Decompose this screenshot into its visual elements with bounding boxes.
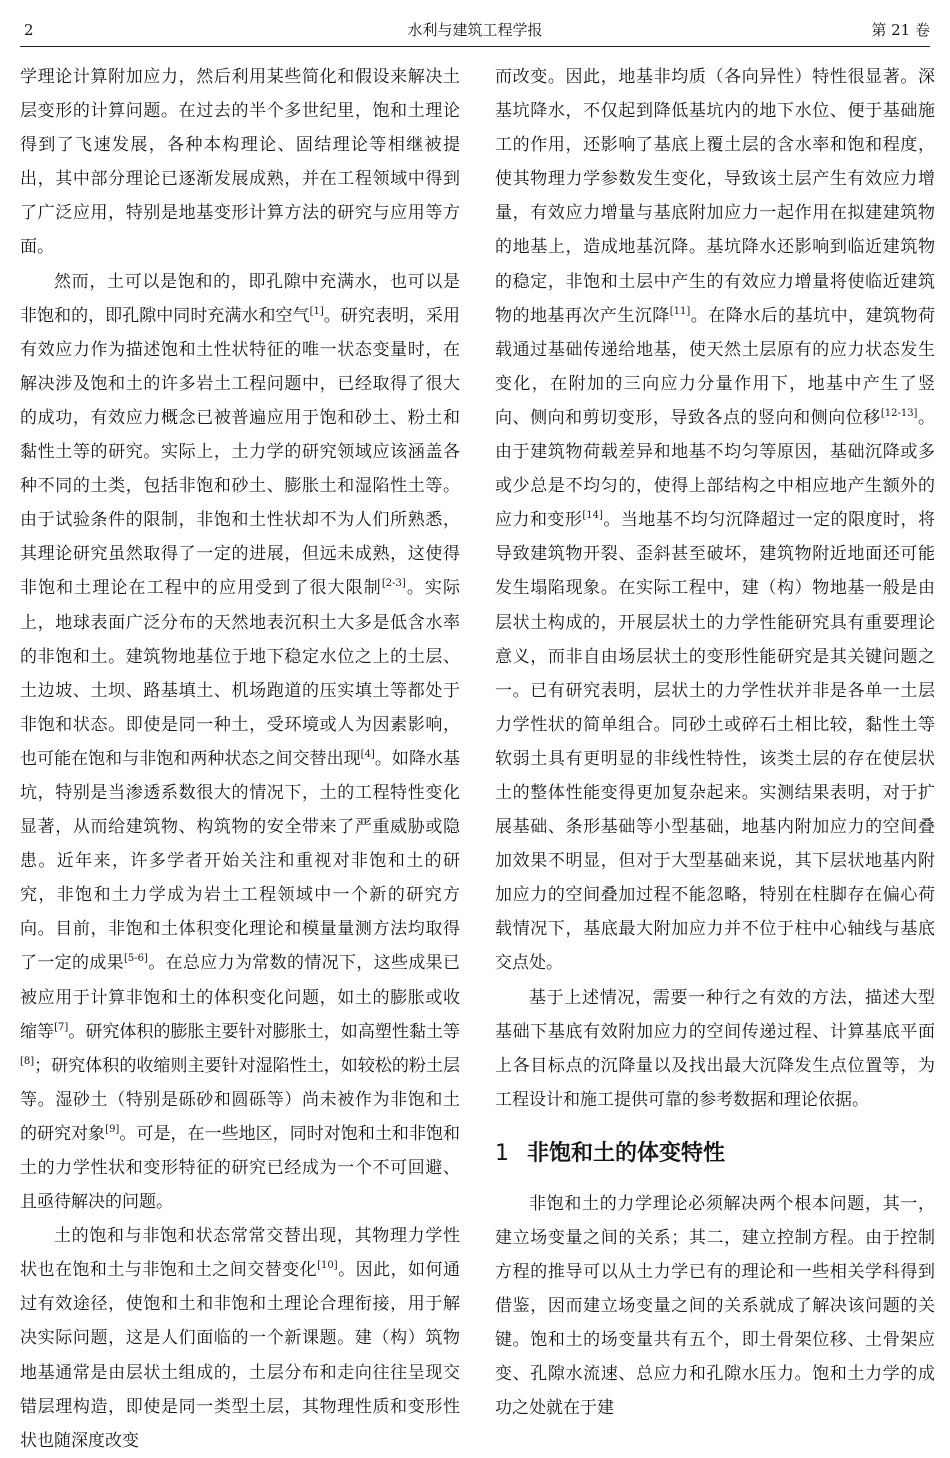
citation: [1] (309, 305, 324, 317)
paragraph-unsaturated-soil: 然而，土可以是饱和的，即孔隙中充满水，也可以是非饱和的，即孔隙中同时充满水和空气[1]。研究表明，采用有效应力作为描述饱和土性状特征的唯一状态变量时，在解决涉及饱和土的许多岩土工程问题中，已经取得了很大的成功，有效应力概念已被普遍应用于饱和砂土、粉土和黏性土等的研究。实际上，土力学的研究领域应该涵盖各种不同的土类，包括非饱和砂土、膨胀土和湿陷性土等。由于试验条件的限制，非饱和土性状却不为人们所熟悉，其理论研究虽然取得了一定的进展，但远未成熟，这使得非饱和土理论在工程中的应用受到了很大限制[2-3]。实际上，地球表面广泛分布的天然地表沉积土大多是低含水率的非饱和土。建筑物地基位于地下稳定水位之上的土层、土边坡、土坝、路基填土、机场跑道的压实填土等都处于非饱和状态。即使是同一种土，受环境或人为因素影响，也可能在饱和与非饱和两种状态之间交替出现[4]。如降水基坑，特别是当渗透系数很大的情况下，土的工程特性变化显著，从而给建筑物、构筑物的安全带来了严重威胁或隐患。近年来，许多学者开始关注和重视对非饱和土的研究，非饱和土力学成为岩土工程领域中一个新的研究方向。目前，非饱和土体积变化理论和模量量测方法均取得了一定的成果[5-6]。在总应力为常数的情况下，这些成果已被应用于计算非饱和土的体积变化问题，如土的膨胀或收缩等[7]。研究体积的膨胀主要针对膨胀土，如高塑性黏土等[8]；研究体积的收缩则主要针对湿陷性土，如较松的粉土层等。湿砂土（特别是砾砂和圆砾等）尚未被作为非饱和土的研究对象[9]。可是，在一些地区，同时对饱和土和非饱和土的力学性状和变形特征的研究已经成为一个不可回避、且亟待解决的问题。 (20, 271, 461, 1213)
running-header (20, 14, 930, 47)
right-column (495, 60, 935, 1426)
paragraph-purpose: 基于上述情况，需要一种行之有效的方法，描述大型基础下基底有效附加应力的空间传递过程、计算基底平面上各目标点的沉降量以及找出最大沉降发生点位置等，为工程设计和施工提供可靠的参考数据和理论依据。 (495, 987, 935, 1110)
citation: [10] (317, 1260, 338, 1272)
page-number: 2 (24, 21, 34, 39)
citation: [8] (20, 1055, 35, 1067)
citation: [11] (669, 305, 691, 317)
paragraph-continued-right: 而改变。因此，地基非均质（各向异性）特性很显著。深基坑降水，不仅起到降低基坑内的地下水位、便于基础施工的作用，还影响了基底上覆土层的含水率和饱和程度，使其物理力学参数发生变化，导致该土层产生有效应力增量，有效应力增量与基底附加应力一起作用在拟建建筑物的地基上，造成地基沉降。基坑降水还影响到临近建筑物的稳定，非饱和土层中产生的有效应力增量将使临近建筑物的地基再次产生沉降[11]。在降水后的基坑中，建筑物荷载通过基础传递给地基，使天然土层原有的应力状态发生变化，在附加的三向应力分量作用下，地基中产生了竖向、侧向和剪切变形，导致各点的竖向和侧向位移[12-13]。由于建筑物荷载差异和地基不均匀等原因，基础沉降或多或少总是不均匀的，使得上部结构之中相应地产生额外的应力和变形[14]。当地基不均匀沉降超过一定的限度时，将导致建筑物开裂、歪斜甚至破坏，建筑物附近地面还可能发生塌陷现象。在实际工程中，建（构）物地基一般是由层状土构成的，开展层状土的力学性能研究具有重要理论意义，而非自由场层状土的变形性能研究是其关键问题之一。已有研究表明，层状土的力学性状并非是各单一土层力学性状的简单组合。同砂土或碎石土相比较，黏性土等软弱土具有更明显的非线性特性，该类土层的存在使层状土的整体性能变得更加复杂起来。实测结果表明，对于扩展基础、条形基础等小型基础，地基内附加应力的空间叠加效果不明显，但对于大型基础来说，其下层状地基内附加应力的空间叠加过程不能忽略，特别在柱脚存在偏心荷载情况下，基底最大附加应力并不位于柱中心轴线与基底交点处。 (495, 67, 936, 974)
paragraph-continued: 学理论计算附加应力，然后利用某些简化和假设来解决土层变形的计算问题。在过去的半个多世纪里，饱和土理论得到了飞速发展，各种本构理论、固结理论等相继被提出，其中部分理论已逐渐发展成熟，并在工程领域中得到了广泛应用，特别是地基变形计算方法的研究与应用等方面。 (20, 67, 460, 258)
section-title: 非饱和土的体变特性 (527, 1140, 726, 1166)
citation: [7] (54, 1021, 69, 1033)
citation: [9] (105, 1123, 120, 1135)
left-column (20, 60, 460, 1458)
citation: [2-3] (381, 578, 406, 590)
volume-label: 第 21 卷 (871, 21, 930, 39)
paragraph-section-1: 非饱和土的力学理论必须解决两个根本问题，其一，建立场变量之间的关系；其二，建立控制方程。由于控制方程的推导可以从土力学已有的理论和一些相关学科得到借鉴，因而建立场变量之间的关系就成了解决该问题的关键。饱和土的场变量共有五个，即土骨架位移、土骨架应变、孔隙水流速、总应力和孔隙水压力。饱和土力学的成功之处就在于建 (495, 1193, 935, 1419)
paragraph-alternating-states: 土的饱和与非饱和状态常常交替出现，其物理力学性状也在饱和土与非饱和土之间交替变化[10]。因此，如何通过有效途径，使饱和土和非饱和土理论合理衔接，用于解决实际问题，这是人们面临的一个新课题。建（构）筑物地基通常是由层状土组成的，土层分布和走向往往呈现交错层理构造，即使是同一类型土层，其物理性质和变形性状也随深度改变 (20, 1226, 461, 1451)
citation: [5-6] (124, 953, 148, 965)
citation: [14] (582, 510, 603, 522)
citation: [4] (360, 748, 375, 760)
journal-title: 水利与建筑工程学报 (407, 21, 543, 39)
section-number: 1 (495, 1140, 509, 1166)
section-heading (495, 1139, 935, 1169)
citation: [12-13] (880, 407, 918, 419)
